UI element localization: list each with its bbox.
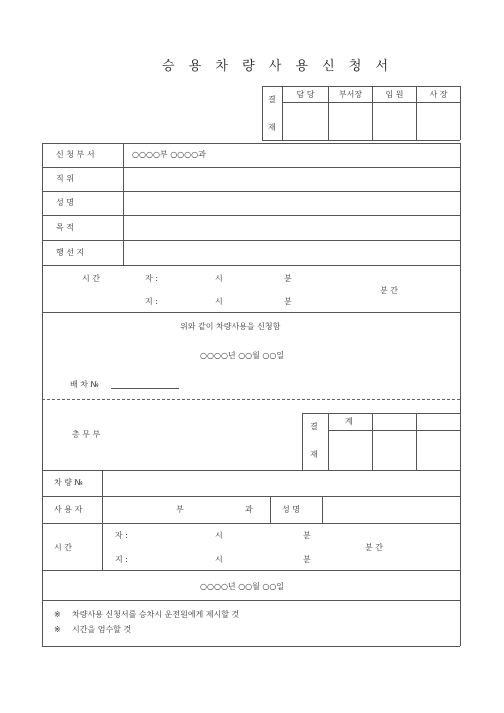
approval-label-bottom: 재	[268, 123, 276, 132]
lower-time-from-hour: 시	[215, 531, 223, 540]
time-to-minute: 분	[284, 297, 292, 306]
lower-time-label: 시 간	[54, 543, 72, 552]
lower-time-to-label: 지 :	[115, 555, 128, 564]
request-statement: 위와 같이 차량사용을 신청함	[180, 322, 281, 331]
purpose-field[interactable]	[124, 216, 460, 240]
approval-header-president: 사 장	[429, 90, 448, 99]
department-label: 신 청 부 서	[56, 150, 95, 159]
general-affairs-label: 총 무 부	[72, 430, 101, 439]
approval-header-dept-head: 부서장	[338, 90, 363, 99]
ga-approval-sign[interactable]	[329, 431, 372, 470]
request-date[interactable]: ○○○○년 ○○월 ○○일	[200, 351, 285, 360]
department-value[interactable]: ○○○○부 ○○○○과	[132, 150, 206, 159]
dispatch-underline[interactable]	[111, 388, 179, 389]
ga-approval-top: 결	[310, 422, 318, 431]
approval-header-executive: 임 원	[385, 90, 404, 99]
position-label: 직 위	[56, 174, 74, 183]
time-duration: 분 간	[380, 286, 398, 295]
name-label: 성 명	[56, 198, 74, 207]
destination-label: 행 선 지	[56, 248, 85, 257]
lower-time-from-label: 자 :	[115, 531, 128, 540]
note-mark: ※	[54, 625, 61, 634]
time-from-label: 자 :	[145, 274, 158, 283]
time-from-hour: 시	[215, 274, 223, 283]
approval-sign-dept-head[interactable]	[329, 103, 372, 140]
ga-approval-header: 계	[345, 417, 353, 426]
note-text: 시간을 엄수할 것	[72, 625, 132, 634]
vehicle-label: 차 량 №	[54, 478, 83, 487]
cut-line	[42, 399, 460, 400]
position-field[interactable]	[124, 168, 460, 191]
lower-time-to-minute: 분	[303, 555, 311, 564]
approval-sign-staff[interactable]	[283, 103, 328, 140]
time-from-minute: 분	[284, 274, 292, 283]
vehicle-field[interactable]	[103, 471, 460, 496]
lower-date[interactable]: ○○○○년 ○○월 ○○일	[200, 582, 285, 591]
lower-time-duration: 분 간	[365, 543, 383, 552]
form-title: 승 용 차 량 사 용 신 청 서	[162, 59, 394, 74]
ga-approval-bottom: 재	[310, 450, 318, 459]
note-mark: ※	[54, 610, 61, 619]
note-text: 차량사용 신청서를 승차시 운전원에게 제시할 것	[72, 610, 240, 619]
dispatch-label: 배 차 №	[70, 380, 99, 389]
time-label: 시 간	[82, 274, 100, 283]
lower-time-from-minute: 분	[303, 531, 311, 540]
user-name-field[interactable]	[323, 497, 460, 523]
user-name-label: 성 명	[282, 505, 300, 514]
lower-time-to-hour: 시	[215, 555, 223, 564]
approval-sign-president[interactable]	[417, 103, 460, 140]
time-to-hour: 시	[215, 297, 223, 306]
approval-label-top: 결	[268, 95, 276, 104]
user-dept-suffix[interactable]: 부	[176, 505, 184, 514]
time-to-label: 지 :	[145, 297, 158, 306]
destination-field[interactable]	[124, 241, 460, 265]
user-section-suffix[interactable]: 과	[245, 505, 253, 514]
name-field[interactable]	[124, 192, 460, 215]
approval-sign-executive[interactable]	[373, 103, 416, 140]
user-label: 사 용 자	[54, 505, 83, 514]
purpose-label: 목 적	[56, 223, 74, 232]
approval-header-staff: 담 당	[296, 90, 315, 99]
